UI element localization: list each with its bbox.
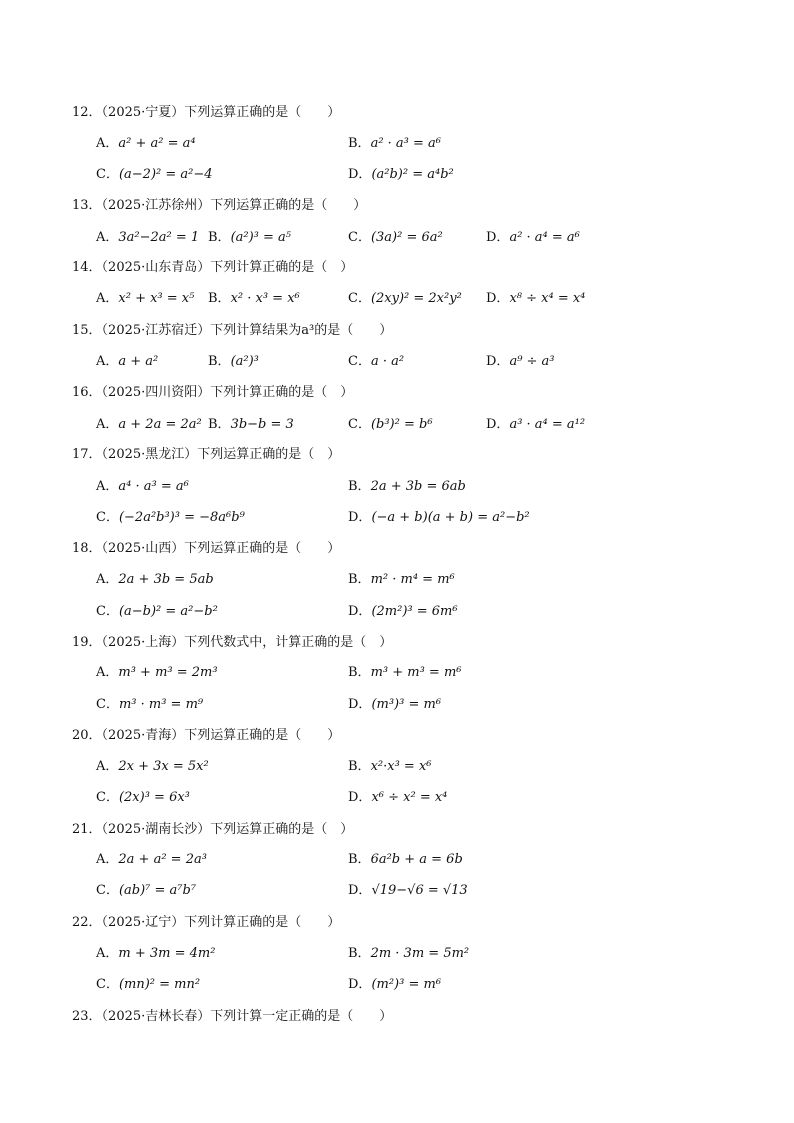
- option-expression: (a²)³ = a⁵: [230, 230, 291, 245]
- question-17-option-a: [96, 479, 189, 495]
- question-21-stem: 21．（2025·湖南长沙）下列运算正确的是（ ）: [72, 822, 354, 837]
- question-16-stem: 16．（2025·四川资阳）下列计算正确的是（ ）: [72, 385, 354, 400]
- option-expression: a⁹ ÷ a³: [509, 354, 555, 369]
- option-label: B．: [208, 230, 231, 245]
- option-expression: 2a + a² = 2a³: [118, 852, 207, 867]
- question-20-stem: 20．（2025·青海）下列运算正确的是（ ）: [72, 728, 341, 743]
- option-expression: 2x + 3x = 5x²: [118, 759, 209, 774]
- option-expression: (ab)⁷ = a⁷b⁷: [118, 883, 197, 898]
- option-label: C．: [96, 883, 119, 898]
- question-16-option-b: [208, 417, 294, 433]
- question-22-option-b: [348, 946, 469, 962]
- option-label: B．: [208, 291, 231, 306]
- option-label: A．: [96, 759, 119, 774]
- question-15-option-b: [208, 354, 259, 370]
- option-label: B．: [348, 852, 371, 867]
- question-15-option-d: [486, 354, 555, 370]
- option-expression: a² · a⁴ = a⁶: [509, 230, 580, 245]
- question-12-option-a: [96, 136, 196, 152]
- option-label: C．: [348, 291, 371, 306]
- option-expression: x² + x³ = x⁵: [118, 291, 195, 306]
- option-expression: a + 2a = 2a²: [118, 417, 202, 432]
- question-22-stem: 22．（2025·辽宁）下列计算正确的是（ ）: [72, 915, 341, 930]
- option-expression: a³ · a⁴ = a¹²: [509, 417, 586, 432]
- option-expression: 6a²b + a = 6b: [370, 852, 463, 867]
- question-13-option-d: [486, 230, 580, 246]
- question-12-option-c: [96, 167, 213, 183]
- option-expression: x²·x³ = x⁶: [370, 759, 432, 774]
- question-18-option-b: [348, 572, 455, 588]
- option-label: A．: [96, 852, 119, 867]
- option-expression: (a²b)² = a⁴b²: [371, 167, 454, 182]
- question-13-option-a: [96, 230, 199, 246]
- question-13-option-c: [348, 230, 443, 246]
- option-label: A．: [96, 572, 119, 587]
- option-expression: 2a + 3b = 5ab: [118, 572, 214, 587]
- option-label: C．: [96, 790, 119, 805]
- option-label: A．: [96, 665, 119, 680]
- option-expression: 3a²−2a² = 1: [118, 230, 200, 245]
- question-21-option-a: [96, 852, 207, 868]
- option-expression: (m²)³ = m⁶: [371, 977, 442, 992]
- option-label: D．: [348, 604, 372, 619]
- option-expression: m + 3m = 4m²: [118, 946, 216, 961]
- option-label: C．: [96, 977, 119, 992]
- option-expression: m³ · m³ = m⁹: [118, 697, 204, 712]
- question-19-option-c: [96, 697, 203, 713]
- option-expression: m² · m⁴ = m⁶: [370, 572, 455, 587]
- question-21-option-b: [348, 852, 463, 868]
- question-14-option-c: [348, 291, 462, 307]
- question-17-option-b: [348, 479, 466, 495]
- option-expression: (−a + b)(a + b) = a²−b²: [371, 510, 530, 525]
- question-12-option-b: [348, 136, 441, 152]
- question-17-option-c: [96, 510, 245, 526]
- option-label: A．: [96, 354, 119, 369]
- option-expression: (b³)² = b⁶: [370, 417, 433, 432]
- question-14-option-d: [486, 291, 585, 307]
- option-label: A．: [96, 230, 119, 245]
- option-expression: x⁸ ÷ x⁴ = x⁴: [509, 291, 586, 306]
- option-expression: (2m²)³ = 6m⁶: [371, 604, 458, 619]
- option-expression: (m³)³ = m⁶: [371, 697, 442, 712]
- option-label: C．: [348, 417, 371, 432]
- question-22-option-c: [96, 977, 200, 993]
- option-expression: a + a²: [118, 354, 159, 369]
- option-label: A．: [96, 291, 119, 306]
- question-16-option-c: [348, 417, 433, 433]
- option-label: A．: [96, 417, 119, 432]
- option-label: D．: [348, 510, 372, 525]
- question-22-option-a: [96, 946, 215, 962]
- option-expression: m³ + m³ = m⁶: [370, 665, 462, 680]
- question-14-option-b: [208, 291, 300, 307]
- option-expression: (a²)³: [230, 354, 259, 369]
- option-expression: x⁶ ÷ x² = x⁴: [371, 790, 448, 805]
- option-expression: a² · a³ = a⁶: [370, 136, 442, 151]
- question-22-option-d: [348, 977, 441, 993]
- option-expression: a² + a² = a⁴: [118, 136, 196, 151]
- question-13-stem: 13．（2025·江苏徐州）下列运算正确的是（ ）: [72, 198, 367, 213]
- option-label: D．: [486, 291, 510, 306]
- option-label: D．: [348, 697, 372, 712]
- question-21-option-c: [96, 883, 196, 899]
- question-19-option-b: [348, 665, 462, 681]
- option-label: B．: [348, 946, 371, 961]
- option-label: B．: [348, 572, 371, 587]
- option-label: D．: [348, 167, 372, 182]
- option-label: D．: [348, 977, 372, 992]
- option-expression: x² · x³ = x⁶: [230, 291, 300, 306]
- option-label: C．: [348, 354, 371, 369]
- question-13-option-b: [208, 230, 291, 246]
- question-21-option-d: [348, 883, 468, 899]
- option-label: A．: [96, 136, 119, 151]
- question-23-stem: 23．（2025·吉林长春）下列计算一定正确的是（ ）: [72, 1009, 393, 1024]
- option-label: D．: [348, 883, 372, 898]
- option-label: B．: [348, 665, 371, 680]
- question-18-option-c: [96, 604, 218, 620]
- option-expression: (a−2)² = a²−4: [118, 167, 213, 182]
- question-14-option-a: [96, 291, 194, 307]
- question-20-option-d: [348, 790, 447, 806]
- option-expression: (a−b)² = a²−b²: [118, 604, 218, 619]
- option-expression: a⁴ · a³ = a⁶: [118, 479, 189, 494]
- option-label: D．: [486, 230, 510, 245]
- question-15-option-c: [348, 354, 404, 370]
- option-label: D．: [486, 417, 510, 432]
- option-label: D．: [348, 790, 372, 805]
- option-expression: (3a)² = 6a²: [370, 230, 443, 245]
- question-17-stem: 17．（2025·黑龙江）下列运算正确的是（ ）: [72, 447, 341, 462]
- option-label: C．: [96, 510, 119, 525]
- question-18-option-d: [348, 604, 458, 620]
- option-label: D．: [486, 354, 510, 369]
- option-expression: (2xy)² = 2x²y²: [370, 291, 462, 306]
- option-expression: 2m · 3m = 5m²: [370, 946, 470, 961]
- question-20-option-c: [96, 790, 190, 806]
- option-expression: m³ + m³ = 2m³: [118, 665, 218, 680]
- option-expression: 2a + 3b = 6ab: [370, 479, 466, 494]
- question-19-option-a: [96, 665, 218, 681]
- option-label: C．: [348, 230, 371, 245]
- option-label: A．: [96, 946, 119, 961]
- question-16-option-d: [486, 417, 585, 433]
- option-label: B．: [208, 417, 231, 432]
- option-expression: 3b−b = 3: [230, 417, 294, 432]
- question-15-stem: 15．（2025·江苏宿迁）下列计算结果为a³的是（ ）: [72, 323, 393, 338]
- option-expression: (−2a²b³)³ = −8a⁶b⁹: [118, 510, 245, 525]
- option-label: B．: [348, 136, 371, 151]
- question-12-stem: 12．（2025·宁夏）下列运算正确的是（ ）: [72, 105, 341, 120]
- question-20-option-a: [96, 759, 209, 775]
- option-label: B．: [348, 479, 371, 494]
- option-expression: √19−√6 = √13: [371, 883, 468, 898]
- question-20-option-b: [348, 759, 431, 775]
- option-label: C．: [96, 604, 119, 619]
- option-expression: (2x)³ = 6x³: [118, 790, 190, 805]
- question-14-stem: 14．（2025·山东青岛）下列计算正确的是（ ）: [72, 260, 354, 275]
- option-label: C．: [96, 167, 119, 182]
- option-label: A．: [96, 479, 119, 494]
- question-12-option-d: [348, 167, 454, 183]
- option-label: C．: [96, 697, 119, 712]
- option-label: B．: [208, 354, 231, 369]
- question-15-option-a: [96, 354, 158, 370]
- question-19-stem: 19．（2025·上海）下列代数式中，计算正确的是（ ）: [72, 635, 393, 650]
- question-18-option-a: [96, 572, 214, 588]
- question-19-option-d: [348, 697, 441, 713]
- question-16-option-a: [96, 417, 202, 433]
- question-18-stem: 18．（2025·山西）下列运算正确的是（ ）: [72, 541, 341, 556]
- option-expression: (mn)² = mn²: [118, 977, 201, 992]
- question-17-option-d: [348, 510, 530, 526]
- option-label: B．: [348, 759, 371, 774]
- option-expression: a · a²: [370, 354, 405, 369]
